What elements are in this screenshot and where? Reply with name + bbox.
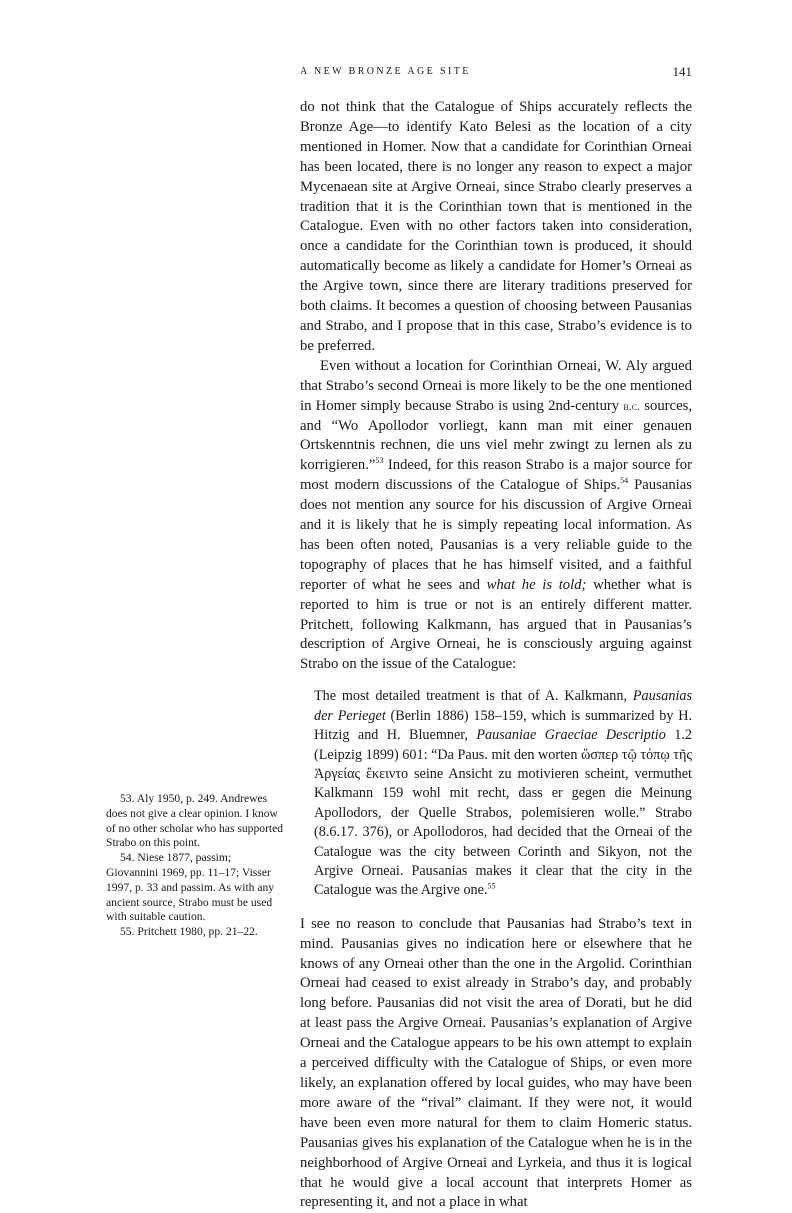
main-text-column	[300, 98, 692, 1213]
footnotes	[106, 792, 284, 940]
quote-title-1: Pausanias der Perieget	[314, 688, 692, 724]
quote-text-a: The most detailed treatment is that of A. Kalkmann,	[314, 688, 633, 705]
paragraph-1: do not think that the Catalogue of Ships accurately reflects the Bronze Age—to identify Kato Belesi as the location of a city mentioned in Homer. Now that a candidate for Corinthian Orneai has been located, there is no longer any reason to expect a major Mycenaean site at Argive Orneai, since Strabo clearly preserves a tradition that it is the Corinthian town that is mentioned in the Catalogue. Even with no other factors taken into consideration, once a candidate for the Corinthian town is produced, it should automatically become as likely a candidate for Homer’s Orneai as the Argive town, since there are literary traditions preserved for both claims. It becomes a question of choosing between Pausanias and Strabo, and I propose that in this case, Strabo’s evidence is to be preferred.	[300, 99, 692, 354]
footnote-53: 53. Aly 1950, p. 249. Andrewes does not give a clear opinion. I know of no other scholar who has supported Strabo on this point.	[106, 792, 284, 850]
quote-text-b: (Berlin 1886) 158–159, which is summarized by H. Hitzig and H. Bluemner,	[314, 707, 692, 744]
paragraph-3: I see no reason to conclude that Pausanias had Strabo’s text in mind. Pausanias gives no indication here or elsewhere that he knows of any Orneai other than the one in the Argolid. Corinthian Orneai had ceased to exist already in Strabo’s day, and probably long before. Pausanias did not visit the area of Dorati, but he did at least pass the Argive Orneai. Pausanias’s explanation of Argive Orneai and the Catalogue appears to be his own attempt to explain a perceived difficulty with the Catalogue of Ships, or even more likely, an explanation offered by local guides, who may have been more aware of the “rival” claimant. If they were not, it would have been even more natural for them to claim Homeric status. Pausanias gives his explanation of the Catalogue when he is in the neighborhood of Argive Orneai and Lyrkeia, and thus it is logical that he would give a local account that interprets Homer as representing it, and not a place in what	[300, 915, 692, 1211]
p2-text-c: Indeed, for this reason Strabo is a major source for most modern discussions of the Catalogue of Ships.	[300, 457, 692, 494]
page-number: 141	[672, 64, 692, 79]
p2-bc-abbrev: b.c.	[623, 398, 641, 413]
running-title: A NEW BRONZE AGE SITE	[300, 66, 471, 77]
footnote-54: 54. Niese 1877, passim; Giovannini 1969, pp. 11–17; Visser 1997, p. 33 and passim. As with any ancient source, Strabo must be used with suitable caution.	[106, 851, 275, 924]
footnote-55: 55. Pritchett 1980, pp. 21–22.	[120, 925, 258, 939]
p2-text-a: Even without a location for Corinthian Orneai, W. Aly argued that Strabo’s second Orneai is more likely to be the one mentioned in Homer simply because Strabo is using 2nd-century	[300, 357, 692, 414]
p2-text-b: sources, and “Wo Apollodor vorliegt, kann man mit einer genauen Ortskenntnis rechnen, die uns viel mehr zwingt zu lernen als zu korrigieren.”	[300, 397, 692, 474]
quote-text-c: 1.2 (Leipzig 1899) 601: “Da Paus. mit den worten ὥσπερ τῷ τόπῳ τῆς Ἀργείας ἔκειντο seine Ansicht zu motivieren scheint, vermuthet Kalkmann 159 wohl mit recht, dass er gegen die Meinung Apollodors, der Quelle Strabos, polemisieren wolle.” Strabo (8.6.17. 376), or Apollodoros, had decided that the Orneai of the Catalogue was the city between Corinth and Sikyon, not the Argive Orneai. Pausanias makes it clear that the city in the Catalogue was the Argive one.	[314, 727, 693, 899]
footnote-ref-54[interactable]: 54	[620, 476, 629, 486]
running-head	[300, 64, 692, 80]
quote-title-2: Pausaniae Graeciae Descriptio	[476, 727, 666, 744]
block-quote	[314, 687, 692, 900]
paragraph-2	[300, 357, 692, 676]
footnote-ref-53[interactable]: 53	[375, 456, 384, 466]
p2-text-e: whether what is reported to him is true or not is an entirely different matter. Pritchett, following Kalkmann, has argued that in Pausanias’s description of Argive Orneai, he is consciously arguing against Strabo on the issue of the Catalogue:	[300, 576, 692, 673]
p2-emphasis: what he is told;	[486, 576, 587, 593]
footnote-ref-55[interactable]: 55	[487, 881, 496, 891]
p2-text-d: Pausanias does not mention any source for his discussion of Argive Orneai and it is likely that he is simply repeating local information. As has been often noted, Pausanias is a very reliable guide to the topography of places that he has himself visited, and a faithful reporter of what he sees and	[300, 477, 692, 593]
